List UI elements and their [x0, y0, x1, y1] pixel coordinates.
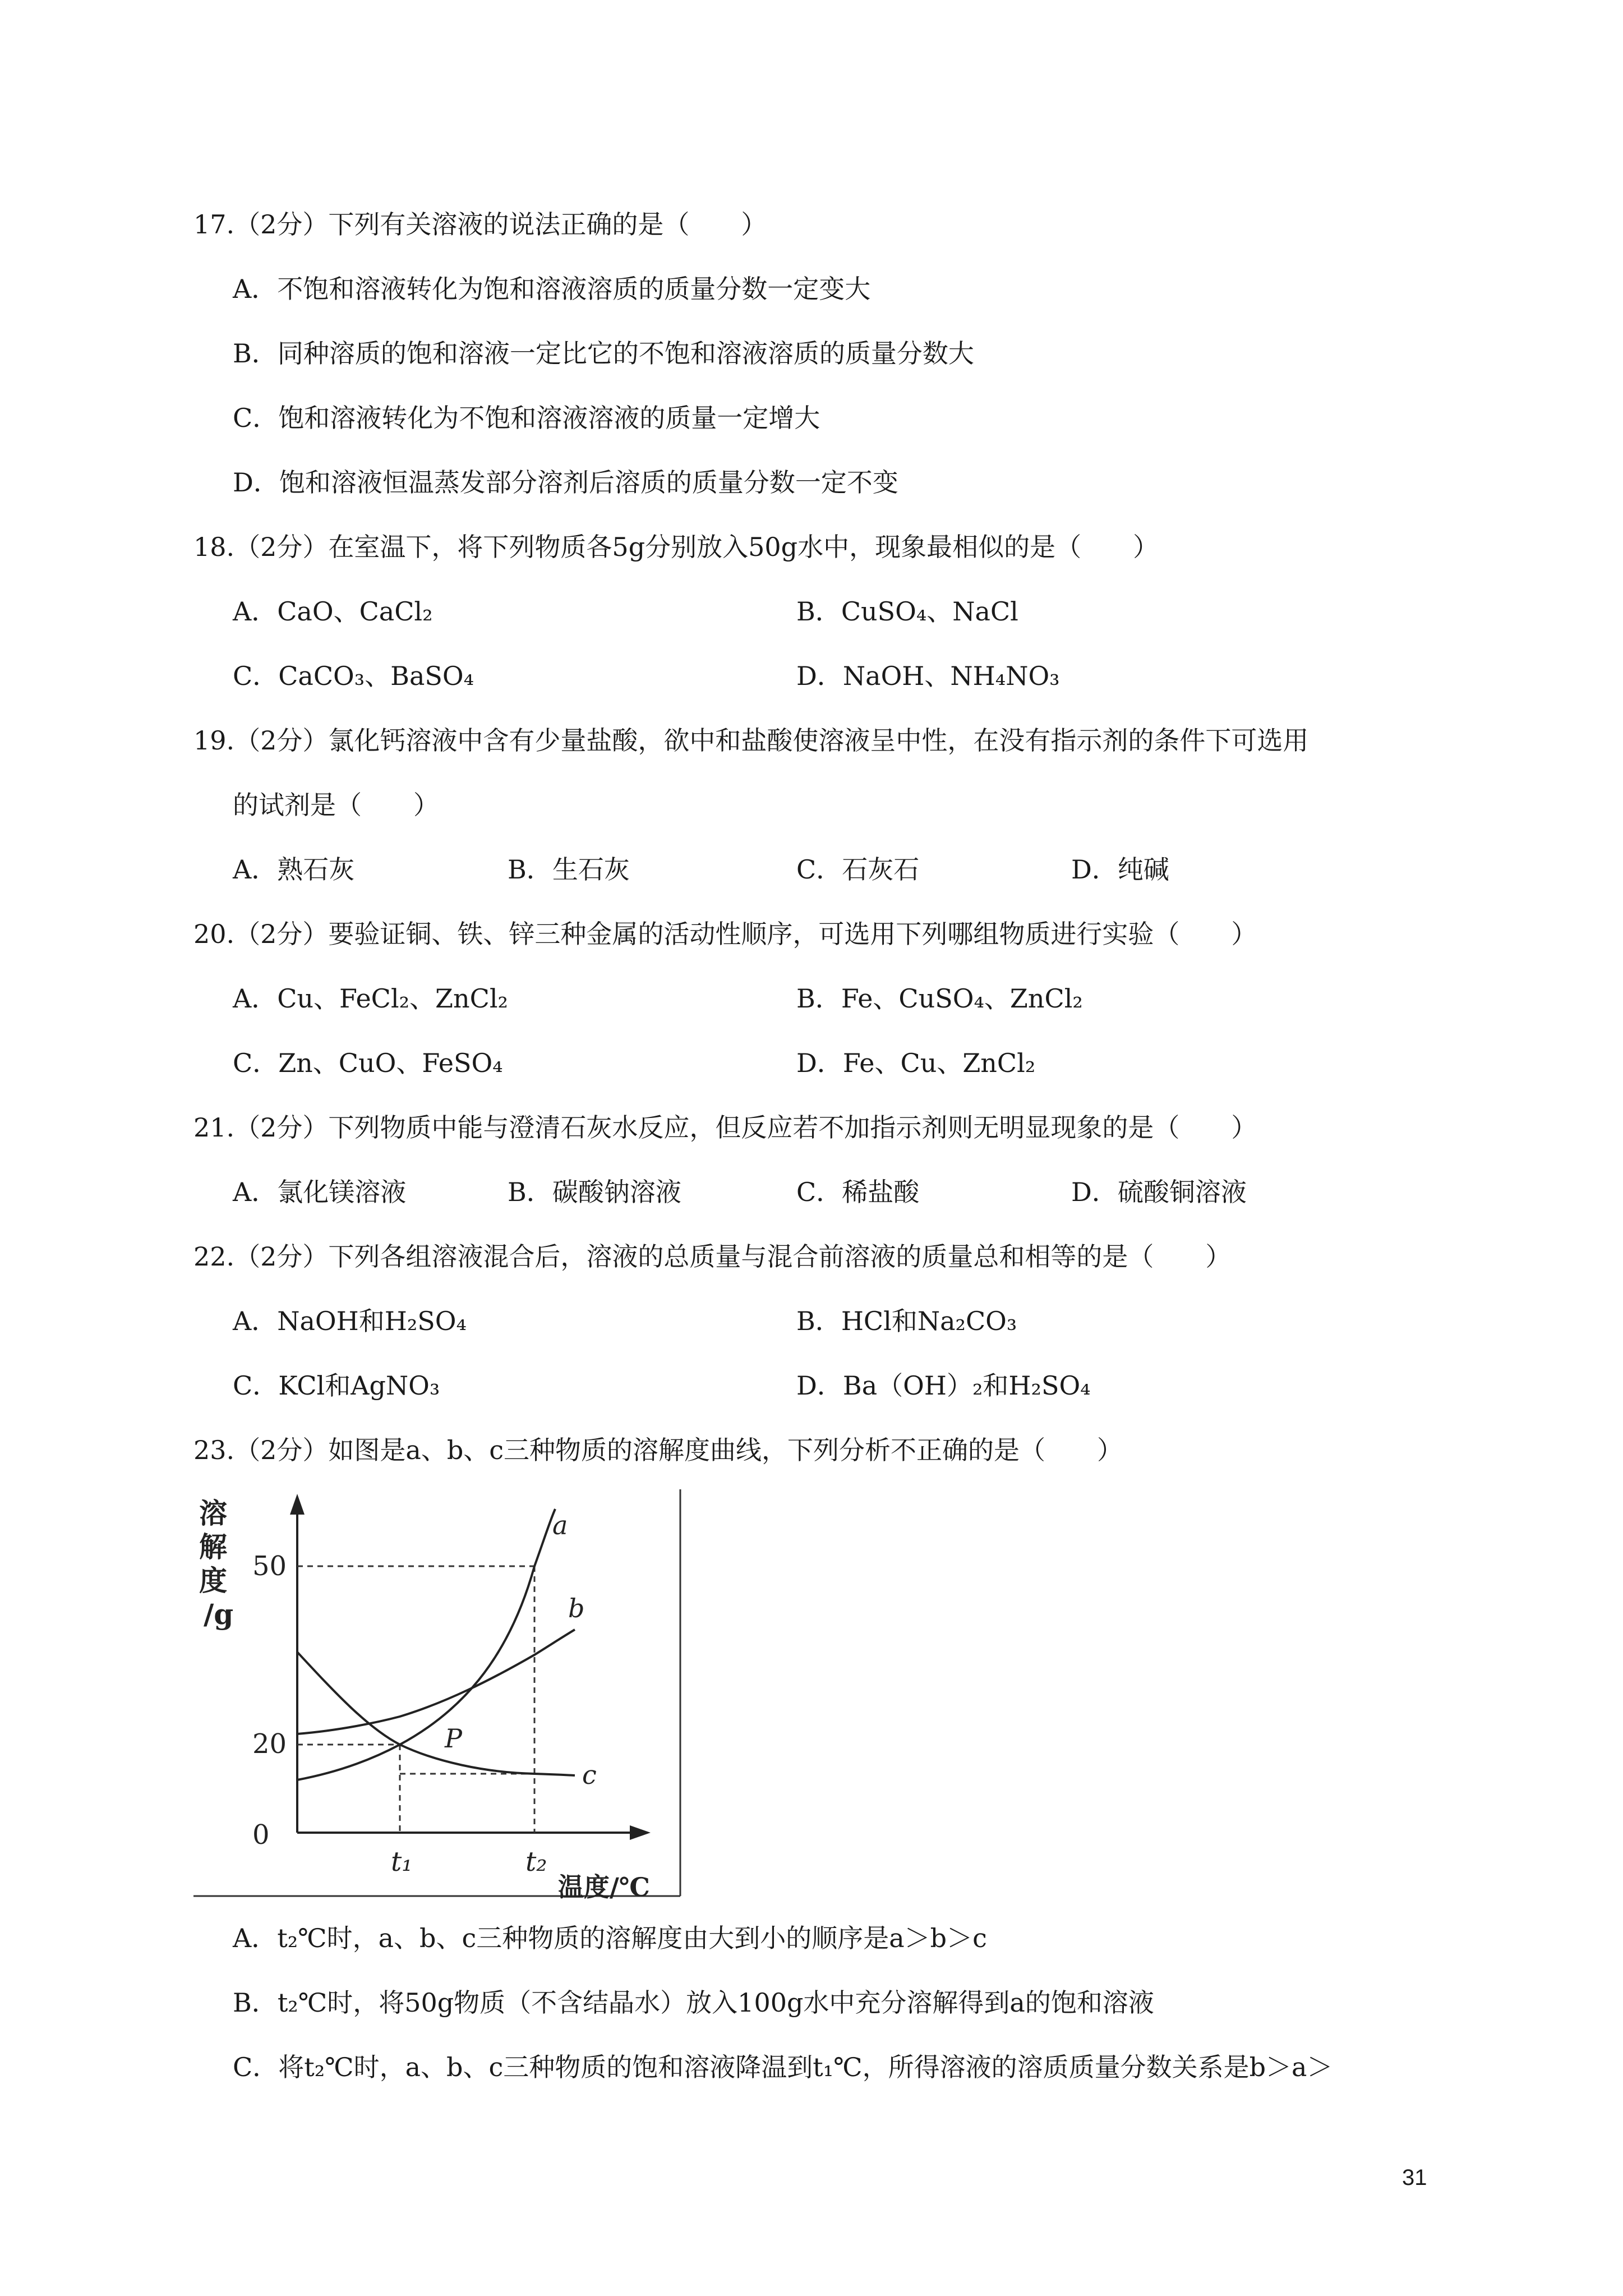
q21-option-c — [796, 1175, 919, 1209]
option-text: NaOH、NH₄NO₃ — [842, 661, 1060, 691]
option-label: C． — [796, 854, 842, 885]
option-label: B． — [796, 983, 841, 1014]
question-23-stem: 23.（2分）如图是a、b、c三种物质的溶解度曲线，下列分析不正确的是（ ） — [193, 1435, 1123, 1465]
option-text: 生石灰 — [552, 854, 630, 885]
option-label: B． — [233, 1987, 278, 2018]
y-axis-label-char: /g — [204, 1598, 234, 1631]
option-text: 氯化镁溶液 — [277, 1177, 407, 1207]
option-label: A． — [233, 1177, 278, 1207]
q23-option-a — [233, 1921, 987, 1955]
q17-option-a — [233, 272, 870, 306]
x-axis-arrow — [630, 1825, 651, 1840]
y-axis-label-char: 度 — [199, 1564, 227, 1597]
y-axis-label-char: 解 — [199, 1530, 227, 1563]
y-tick-50: 50 — [252, 1550, 287, 1582]
option-text: Zn、CuO、FeSO₄ — [278, 1048, 503, 1078]
q22-option-c — [233, 1369, 440, 1402]
option-text: Ba（OH）₂和H₂SO₄ — [842, 1370, 1091, 1401]
origin-label: 0 — [252, 1819, 270, 1851]
option-text: 熟石灰 — [277, 854, 355, 885]
q18-option-a — [233, 595, 433, 628]
question-19-stem: 19.（2分）氯化钙溶液中含有少量盐酸，欲中和盐酸使溶液呈中性，在没有指示剂的条件下可选用 — [193, 725, 1309, 756]
option-text: t₂℃时，将50g物质（不含结晶水）放入100g水中充分溶解得到a的饱和溶液 — [277, 1987, 1154, 2018]
option-label: A． — [233, 1306, 278, 1336]
q17-option-d — [233, 466, 898, 499]
y-axis-label-char — [199, 1497, 233, 1631]
question-18-stem: 18.（2分）在室温下，将下列物质各5g分别放入50g水中，现象最相似的是（ ） — [193, 532, 1159, 562]
question-17-stem: 17.（2分）下列有关溶液的说法正确的是（ ） — [193, 209, 767, 240]
q22-option-d — [796, 1369, 1091, 1402]
option-label: D． — [796, 661, 843, 691]
option-label: D． — [796, 1370, 843, 1401]
option-text: CaO、CaCl₂ — [277, 596, 433, 627]
option-text: Fe、CuSO₄、ZnCl₂ — [841, 983, 1083, 1014]
option-text: Fe、Cu、ZnCl₂ — [842, 1048, 1036, 1078]
series-b-label: b — [568, 1593, 585, 1623]
y-tick-20: 20 — [252, 1728, 287, 1760]
option-label: C． — [233, 1048, 279, 1078]
solubility-chart — [193, 1489, 687, 1902]
question-21-stem: 21.（2分）下列物质中能与澄清石灰水反应，但反应若不加指示剂则无明显现象的是（ ） — [193, 1112, 1257, 1143]
option-label: D． — [1071, 854, 1118, 885]
q17-option-c — [233, 401, 820, 435]
option-text: 同种溶质的饱和溶液一定比它的不饱和溶液溶质的质量分数大 — [277, 338, 974, 369]
option-label: D． — [233, 467, 279, 498]
q19-option-d — [1071, 853, 1169, 886]
option-label: D． — [796, 1048, 843, 1078]
q21-option-a — [233, 1175, 406, 1209]
q18-option-b — [796, 595, 1018, 628]
x-tick-t1: t₁ — [391, 1846, 413, 1878]
q21-option-b — [508, 1175, 681, 1209]
option-text: 硫酸铜溶液 — [1117, 1177, 1247, 1207]
option-text: t₂℃时，a、b、c三种物质的溶解度由大到小的顺序是a＞b＞c — [277, 1923, 987, 1953]
q20-option-d — [796, 1046, 1035, 1080]
option-label: D． — [1071, 1177, 1118, 1207]
q19-option-c — [796, 853, 919, 886]
option-label: A． — [233, 1923, 278, 1953]
q18-option-d — [796, 659, 1060, 693]
option-label: C． — [233, 403, 279, 433]
option-label: B． — [508, 854, 552, 885]
option-text: HCl和Na₂CO₃ — [841, 1306, 1017, 1336]
option-label: A． — [233, 596, 278, 627]
y-axis-arrow — [290, 1494, 305, 1515]
option-text: CuSO₄、NaCl — [841, 596, 1018, 627]
option-label: C． — [233, 1370, 279, 1401]
option-text: 石灰石 — [842, 854, 920, 885]
option-text: Cu、FeCl₂、ZnCl₂ — [277, 983, 508, 1014]
q17-option-b — [233, 337, 974, 370]
question-19-stem-cont: 的试剂是（ ） — [233, 790, 439, 820]
option-label: B． — [796, 1306, 841, 1336]
option-label: A． — [233, 983, 278, 1014]
q20-option-a — [233, 982, 508, 1015]
option-text: 将t₂℃时，a、b、c三种物质的饱和溶液降温到t₁℃，所得溶液的溶质质量分数关系是b＞a＞ — [278, 2052, 1333, 2082]
series-b-line — [297, 1630, 575, 1734]
x-axis-label: 温度/℃ — [558, 1872, 650, 1902]
option-text: 不饱和溶液转化为饱和溶液溶质的质量分数一定变大 — [277, 274, 871, 304]
question-20-stem: 20.（2分）要验证铜、铁、锌三种金属的活动性顺序，可选用下列哪组物质进行实验（ ） — [193, 919, 1257, 949]
option-text: KCl和AgNO₃ — [278, 1370, 440, 1401]
option-label: A． — [233, 854, 278, 885]
option-label: A． — [233, 274, 278, 304]
option-label: C． — [233, 661, 279, 691]
q23-option-b — [233, 1986, 1154, 2019]
q18-option-c — [233, 659, 474, 693]
q21-option-d — [1071, 1175, 1247, 1209]
option-text: NaOH和H₂SO₄ — [277, 1306, 467, 1336]
option-label: B． — [796, 596, 841, 627]
intersection-label: P — [445, 1723, 462, 1754]
q22-option-a — [233, 1304, 467, 1338]
series-a-label: a — [552, 1510, 568, 1540]
y-axis-label — [199, 1497, 233, 1631]
y-axis-label-char: 溶 — [199, 1497, 227, 1530]
q22-option-b — [796, 1304, 1017, 1338]
option-label: B． — [233, 338, 278, 369]
x-tick-t2: t₂ — [525, 1846, 547, 1878]
option-label: C． — [233, 2052, 279, 2082]
option-text: 碳酸钠溶液 — [552, 1177, 681, 1207]
option-label: C． — [796, 1177, 842, 1207]
q20-option-b — [796, 982, 1083, 1015]
option-text: 饱和溶液转化为不饱和溶液溶液的质量一定增大 — [278, 403, 820, 433]
question-22-stem: 22.（2分）下列各组溶液混合后，溶液的总质量与混合前溶液的质量总和相等的是（ ） — [193, 1241, 1232, 1272]
q19-option-b — [508, 853, 630, 886]
option-text: 纯碱 — [1117, 854, 1169, 885]
series-a-line — [297, 1509, 555, 1780]
option-label: B． — [508, 1177, 552, 1207]
q20-option-c — [233, 1046, 503, 1080]
series-c-line — [297, 1652, 575, 1775]
q19-option-a — [233, 853, 354, 886]
option-text: CaCO₃、BaSO₄ — [278, 661, 474, 691]
series-c-label: c — [582, 1760, 597, 1790]
q23-option-c — [233, 2050, 1332, 2084]
page-number: 31 — [1402, 2165, 1427, 2190]
option-text: 饱和溶液恒温蒸发部分溶剂后溶质的质量分数一定不变 — [279, 467, 898, 498]
option-text: 稀盐酸 — [842, 1177, 920, 1207]
